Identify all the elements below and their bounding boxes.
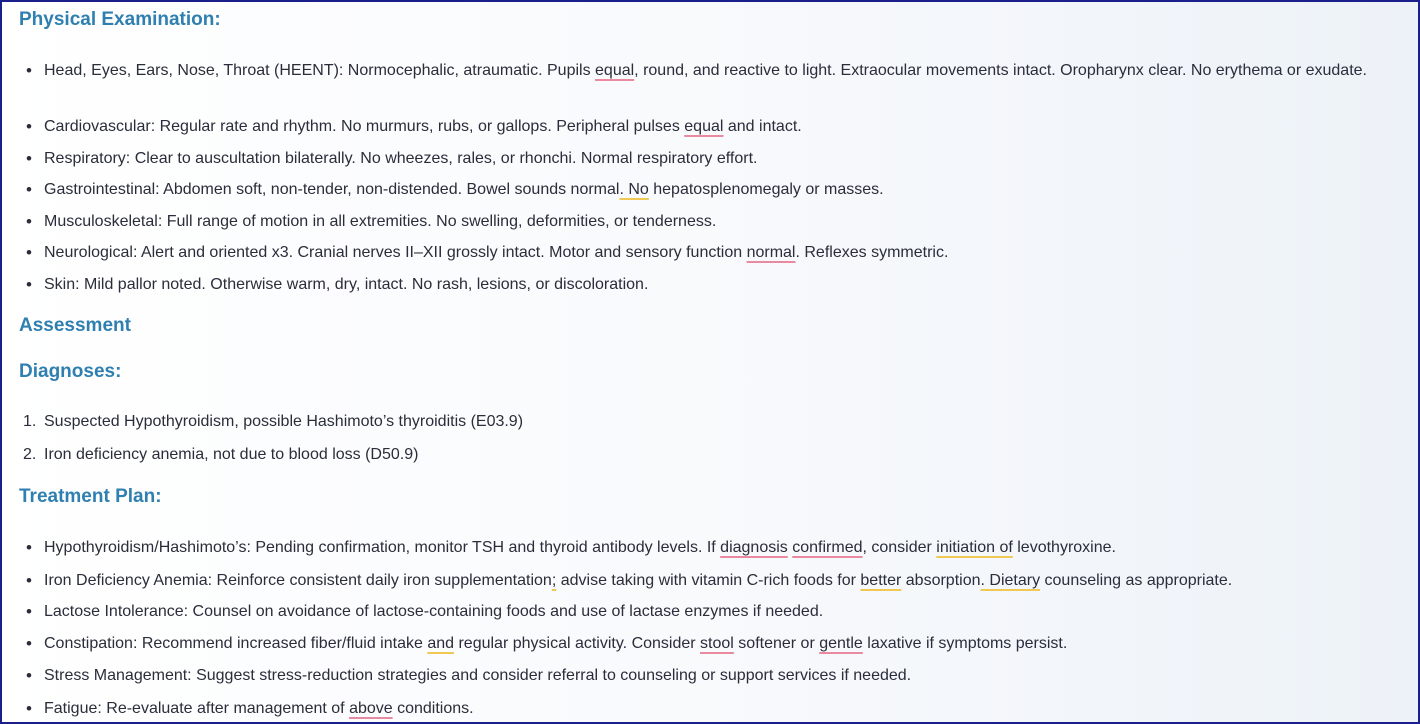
spellcheck-word[interactable]: gentle: [819, 635, 863, 652]
grammar-suggestion[interactable]: and: [427, 635, 455, 652]
list-number: 1.: [23, 413, 37, 430]
list-item[interactable]: • Stress Management: Suggest stress-reduction strategies and consider referral to counseling or support services if needed.: [26, 666, 912, 685]
list-item[interactable]: • Hypothyroidism/Hashimoto’s: Pending confirmation, monitor TSH and thyroid antibody levels. If diagnosis confirmed, consider initiation of levothyroxine.: [26, 538, 1116, 557]
bullet: •: [26, 275, 32, 294]
spellcheck-word[interactable]: normal: [746, 244, 796, 261]
bullet: •: [26, 634, 32, 653]
list-item[interactable]: • Iron Deficiency Anemia: Reinforce consistent daily iron supplementation; advise taking with vitamin C-rich foods for better absorption. Dietary counseling as appropriate.: [26, 571, 1233, 590]
grammar-suggestion[interactable]: . No: [619, 181, 649, 198]
bullet: •: [26, 699, 32, 718]
grammar-suggestion[interactable]: . Dietary: [980, 572, 1041, 589]
list-number: 2.: [23, 446, 37, 463]
list-item[interactable]: 2. Iron deficiency anemia, not due to blood loss (D50.9): [18, 443, 1410, 466]
spellcheck-word[interactable]: equal: [684, 118, 724, 135]
bullet: •: [26, 243, 32, 262]
bullet: •: [26, 666, 32, 685]
list-item[interactable]: • Skin: Mild pallor noted. Otherwise warm, dry, intact. No rash, lesions, or discoloration.: [26, 275, 649, 294]
bullet: •: [26, 602, 32, 621]
spellcheck-word[interactable]: diagnosis: [720, 539, 788, 556]
bullet: •: [26, 61, 32, 80]
assessment-heading: Assessment: [19, 315, 131, 336]
bullet: •: [26, 149, 32, 168]
grammar-suggestion[interactable]: better: [860, 572, 902, 589]
bullet: •: [26, 571, 32, 590]
list-item[interactable]: 1. Suspected Hypothyroidism, possible Hashimoto’s thyroiditis (E03.9): [18, 410, 1410, 433]
list-item[interactable]: • Head, Eyes, Ears, Nose, Throat (HEENT): Normocephalic, atraumatic. Pupils equal, round, and reactive to light. Extraocular movements intact. Oropharynx clear. No erythema or exudate.: [26, 61, 1367, 80]
list-item[interactable]: • Lactose Intolerance: Counsel on avoidance of lactose-containing foods and use of lactase enzymes if needed.: [26, 602, 824, 621]
list-item[interactable]: • Musculoskeletal: Full range of motion in all extremities. No swelling, deformities, or tenderness.: [26, 212, 717, 231]
list-item[interactable]: • Gastrointestinal: Abdomen soft, non-tender, non-distended. Bowel sounds normal. No hepatosplenomegaly or masses.: [26, 180, 884, 199]
spellcheck-word[interactable]: above: [349, 700, 393, 717]
bullet: •: [26, 538, 32, 557]
grammar-suggestion[interactable]: ;: [551, 572, 557, 589]
physical-exam-heading: Physical Examination:: [19, 9, 221, 30]
treatment-plan-heading: Treatment Plan:: [19, 486, 162, 507]
list-item[interactable]: • Cardiovascular: Regular rate and rhythm. No murmurs, rubs, or gallops. Peripheral pulses equal and intact.: [26, 117, 802, 136]
list-item[interactable]: • Constipation: Recommend increased fiber/fluid intake and regular physical activity. Consider stool softener or gentle laxative if symptoms persist.: [26, 634, 1068, 653]
spellcheck-word[interactable]: equal: [595, 62, 635, 79]
list-item[interactable]: • Respiratory: Clear to auscultation bilaterally. No wheezes, rales, or rhonchi. Normal respiratory effort.: [26, 149, 758, 168]
diagnoses-heading: Diagnoses:: [19, 361, 122, 382]
list-item[interactable]: • Neurological: Alert and oriented x3. Cranial nerves II–XII grossly intact. Motor and sensory function normal. Reflexes symmetric.: [26, 243, 949, 262]
bullet: •: [26, 117, 32, 136]
grammar-suggestion[interactable]: initiation of: [936, 539, 1013, 556]
spellcheck-word[interactable]: stool: [700, 635, 734, 652]
spellcheck-word[interactable]: confirmed: [792, 539, 863, 556]
bullet: •: [26, 212, 32, 231]
list-item[interactable]: • Fatigue: Re-evaluate after management of above conditions.: [26, 699, 474, 718]
bullet: •: [26, 180, 32, 199]
